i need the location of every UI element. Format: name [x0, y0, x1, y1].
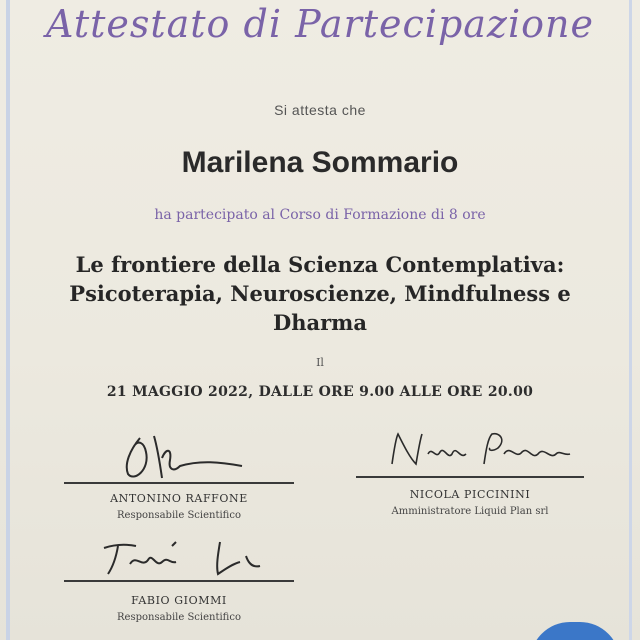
participation-text: ha partecipato al Corso di Formazione di 8 ore [154, 207, 486, 223]
recipient-name: Marilena Sommario [181, 146, 459, 179]
signatory-role-raffone: Responsabile Scientifico [117, 510, 241, 521]
course-title [40, 250, 600, 337]
right-border-stripe [629, 0, 632, 640]
signatory-name-raffone: ANTONINO RAFFONE [110, 492, 248, 505]
signatory-name-piccinini: NICOLA PICCININI [409, 488, 531, 501]
signature-line-raffone [64, 482, 294, 484]
signature-raffone [110, 430, 270, 486]
date-prefix: Il [316, 356, 324, 369]
attestation-intro: Si attesta che [274, 102, 366, 118]
signatory-role-piccinini: Amministratore Liquid Plan srl [391, 506, 549, 517]
signature-line-giommi [64, 580, 294, 582]
left-border-stripe [6, 0, 10, 640]
signature-giommi [96, 534, 276, 582]
event-date: 21 MAGGIO 2022, DALLE ORE 9.00 ALLE ORE 20.00 [106, 384, 534, 400]
signature-line-piccinini [356, 476, 584, 478]
course-title-line-3: Dharma [273, 310, 367, 335]
signatory-role-giommi: Responsabile Scientifico [117, 612, 241, 623]
certificate-title: Attestato di Partecipazione [46, 2, 594, 46]
signature-piccinini [380, 424, 580, 476]
course-title-line-2: Psicoterapia, Neuroscienze, Mindfulness e [69, 281, 571, 306]
course-title-line-1: Le frontiere della Scienza Contemplativa: [75, 252, 565, 277]
signatory-name-giommi: FABIO GIOMMI [131, 594, 227, 607]
blue-seal [530, 622, 620, 640]
